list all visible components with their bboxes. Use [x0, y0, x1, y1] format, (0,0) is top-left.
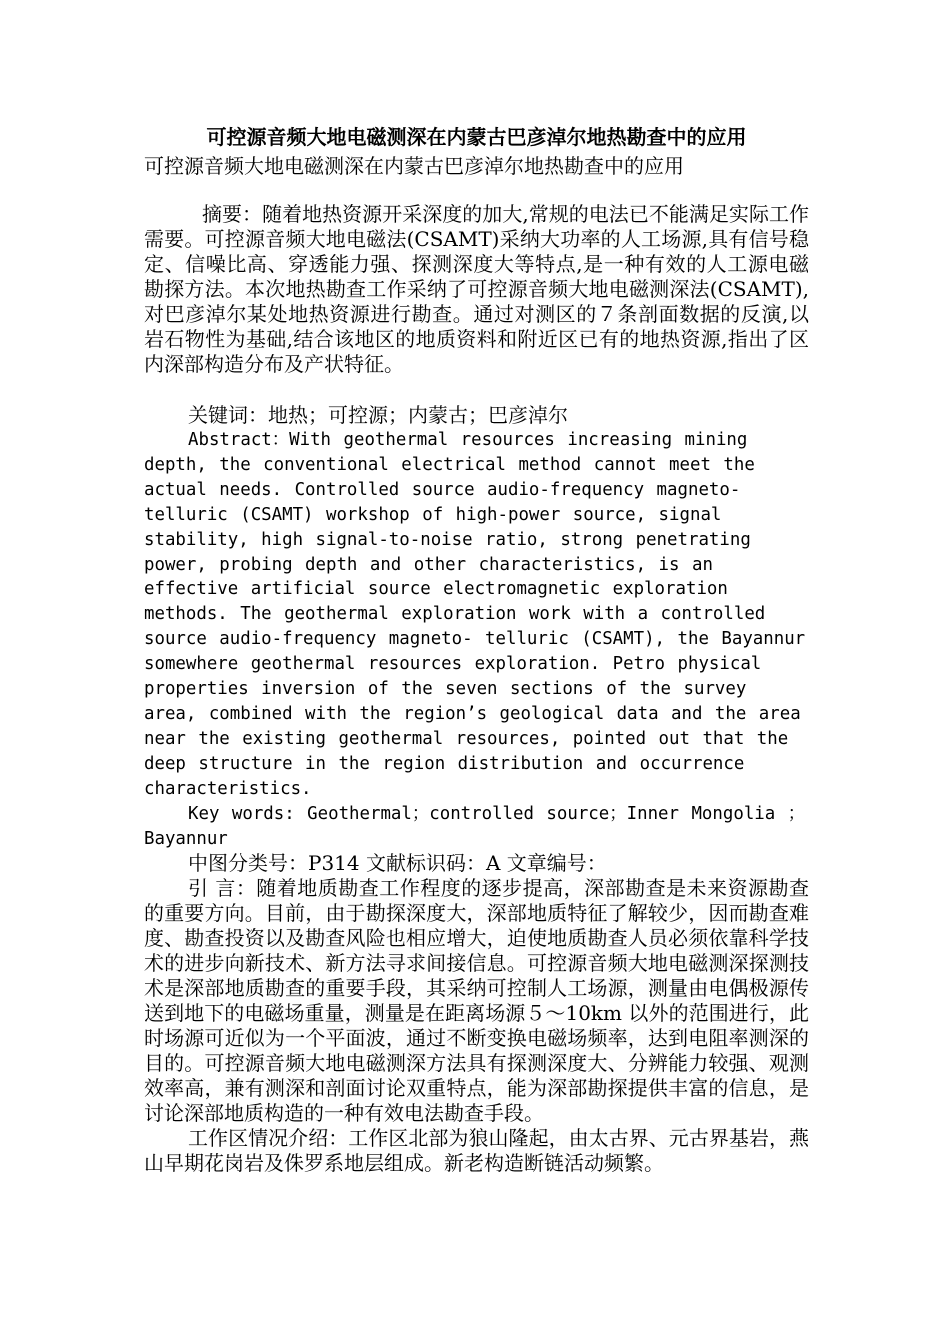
- introduction-paragraph: 引 言：随着地质勘查工作程度的逐步提高，深部勘查是未来资源勘查的重要方向。目前，由于勘探深度大，深部地质特征了解较少，因而勘查难度、勘查投资以及勘查风险也相应增大，迫使地质勘查人员必须依靠科学技术的进步向新技术、新方法寻求间接信息。可控源音频大地电磁测深探测技术是深部地质勘查的重要手段，其采纳可控制人工场源，测量由电偶极源传送到地下的电磁场重量，测量是在距离场源５～10km 以外的范围进行，此时场源可近似为一个平面波，通过不断变换电磁场频率，达到电阻率测深的目的。可控源音频大地电磁测深方法具有探测深度大、分辨能力较强、观测效率高，兼有测深和剖面讨论双重特点，能为深部勘探提供丰富的信息，是讨论深部地质构造的一种有效电法勘查手段。: [144, 876, 809, 1126]
- keywords-chinese: 关键词：地热；可控源；内蒙古；巴彦淖尔: [188, 403, 568, 427]
- document-title: 可控源音频大地电磁测深在内蒙古巴彦淖尔地热勘查中的应用: [206, 125, 747, 149]
- work-area-paragraph: 工作区情况介绍：工作区北部为狼山隆起，由太古界、元古界基岩，燕山早期花岗岩及侏罗系地层组成。新老构造断链活动频繁。: [144, 1126, 809, 1176]
- abstract-chinese: 摘要：随着地热资源开采深度的加大,常规的电法已不能满足实际工作需要。可控源音频大地电磁法(CSAMT)采纳大功率的人工场源,具有信号稳定、信噪比高、穿透能力强、探测深度大等特点,是一种有效的人工源电磁勘探方法。本次地热勘查工作采纳了可控源音频大地电磁测深法(CSAMT),对巴彦淖尔某处地热资源进行勘查。通过对测区的７条剖面数据的反演,以岩石物性为基础,结合该地区的地质资料和附近区已有的地热资源,指出了区内深部构造分布及产状特征。: [144, 202, 809, 376]
- classification-line: 中图分类号：P314 文献标识码：A 文章编号：: [188, 851, 607, 876]
- document-subtitle: 可控源音频大地电磁测深在内蒙古巴彦淖尔地热勘查中的应用: [144, 154, 684, 178]
- abstract-english: Abstract：With geothermal resources increasing mining depth, the conventional electrical method cannot meet the actual needs. Controlled source audio-frequency magneto-telluric (CSAMT) workshop of high-power source, signal stability, high signal-to-noise ratio, strong penetrating power, probing depth and other characteristics, is an effective artificial source electromagnetic exploration methods. The geothermal exploration work with a controlled source audio-frequency magneto- telluric (CSAMT), the Bayannur somewhere geothermal resources exploration. Petro physical properties inversion of the seven sections of the survey area, combined with the region’s geological data and the area near the existing geothermal resources, pointed out that the deep structure in the region distribution and occurrence characteristics.: [144, 430, 806, 799]
- document-page: [144, 122, 809, 1176]
- keywords-english: Key words: Geothermal；controlled source；Inner Mongolia ；Bayannur: [144, 803, 806, 849]
